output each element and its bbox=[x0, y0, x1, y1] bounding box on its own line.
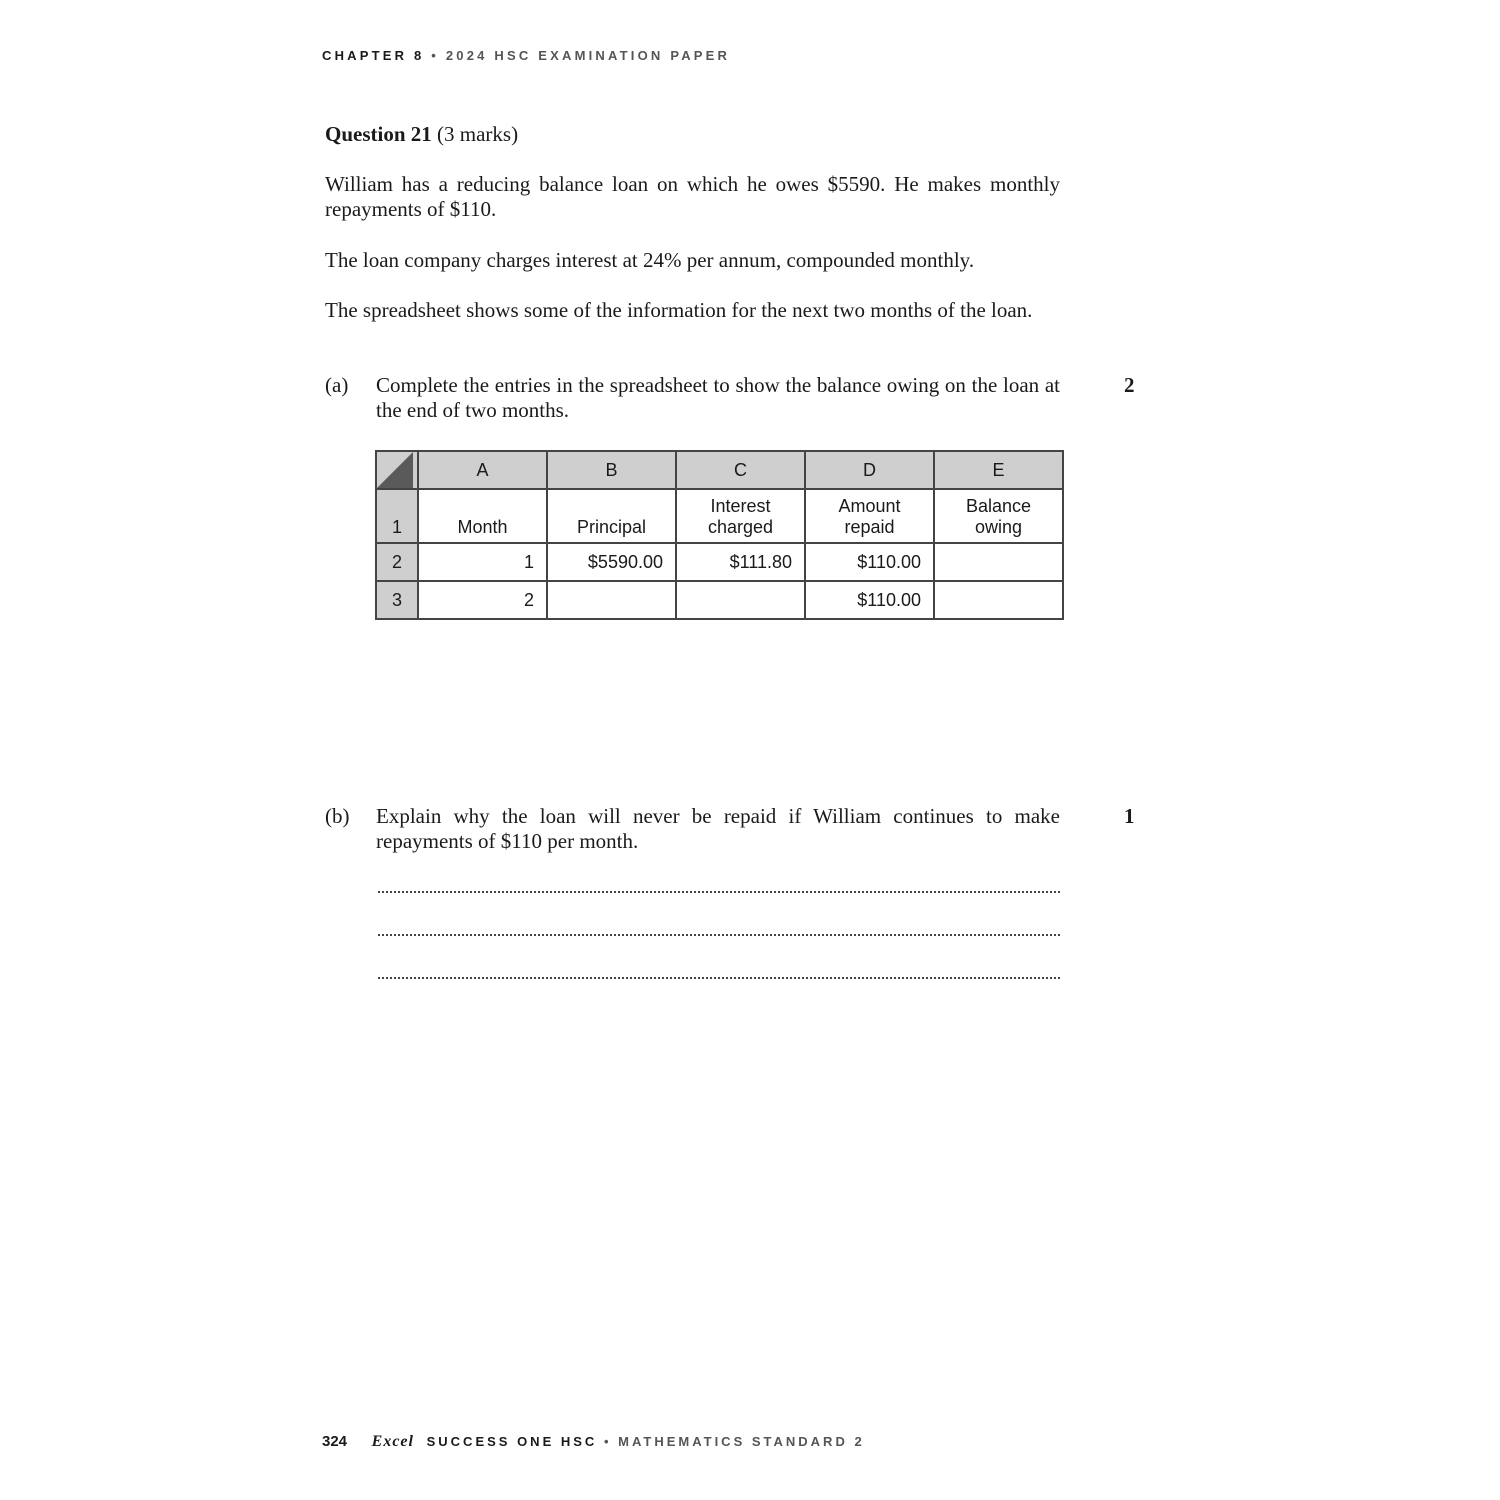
spreadsheet-intro: The spreadsheet shows some of the information for the next two months of the loan. bbox=[325, 298, 1033, 322]
cell-principal[interactable]: $5590.00 bbox=[547, 543, 676, 581]
header-cell-principal[interactable]: Principal bbox=[547, 489, 676, 543]
chapter-label: CHAPTER 8 bbox=[322, 48, 425, 63]
answer-line[interactable] bbox=[378, 934, 1060, 936]
cell-amount-repaid[interactable]: $110.00 bbox=[805, 581, 934, 619]
select-all-corner[interactable] bbox=[376, 451, 418, 489]
series-name: SUCCESS ONE HSC bbox=[426, 1434, 598, 1449]
cell-month[interactable]: 1 bbox=[418, 543, 547, 581]
footer-separator: • bbox=[603, 1434, 612, 1449]
header-cell-interest[interactable]: Interest charged bbox=[676, 489, 805, 543]
running-header bbox=[322, 48, 730, 63]
header-cell-balance[interactable]: Balance owing bbox=[934, 489, 1063, 543]
column-header-d[interactable]: D bbox=[805, 451, 934, 489]
page-number: 324 bbox=[322, 1433, 348, 1450]
column-header-row bbox=[376, 451, 1063, 489]
question-marks: (3 marks) bbox=[437, 122, 519, 146]
question-intro: William has a reducing balance loan on which he owes $5590. He makes monthly repayments of $110. bbox=[325, 172, 1060, 221]
subject-name: MATHEMATICS STANDARD 2 bbox=[618, 1434, 865, 1449]
cell-principal[interactable] bbox=[547, 581, 676, 619]
cell-balance[interactable] bbox=[934, 581, 1063, 619]
table-row bbox=[376, 489, 1063, 543]
brand-name: Excel bbox=[371, 1433, 414, 1450]
cell-balance[interactable] bbox=[934, 543, 1063, 581]
column-header-b[interactable]: B bbox=[547, 451, 676, 489]
header-separator: • bbox=[431, 48, 440, 63]
part-a-text: Complete the entries in the spreadsheet to show the balance owing on the loan at the end of two months. bbox=[376, 373, 1060, 422]
header-cell-amount-repaid[interactable]: Amount repaid bbox=[805, 489, 934, 543]
answer-line[interactable] bbox=[378, 891, 1060, 893]
cell-interest[interactable]: $111.80 bbox=[676, 543, 805, 581]
loan-spreadsheet bbox=[375, 450, 1064, 620]
row-number[interactable]: 3 bbox=[376, 581, 418, 619]
answer-line[interactable] bbox=[378, 977, 1060, 979]
cell-amount-repaid[interactable]: $110.00 bbox=[805, 543, 934, 581]
row-number[interactable]: 1 bbox=[376, 489, 418, 543]
part-a-marks: 2 bbox=[1124, 373, 1135, 397]
cell-month[interactable]: 2 bbox=[418, 581, 547, 619]
part-b-label: (b) bbox=[325, 804, 350, 828]
question-title bbox=[325, 122, 518, 147]
column-header-c[interactable]: C bbox=[676, 451, 805, 489]
question-number: Question 21 bbox=[325, 122, 432, 146]
part-b-marks: 1 bbox=[1124, 804, 1135, 828]
header-cell-month[interactable]: Month bbox=[418, 489, 547, 543]
column-header-a[interactable]: A bbox=[418, 451, 547, 489]
interest-statement: The loan company charges interest at 24% per annum, compounded monthly. bbox=[325, 248, 975, 272]
part-b-text: Explain why the loan will never be repaid if William continues to make repayments of $110 per month. bbox=[376, 804, 1060, 853]
row-number[interactable]: 2 bbox=[376, 543, 418, 581]
column-header-e[interactable]: E bbox=[934, 451, 1063, 489]
exam-label: 2024 HSC EXAMINATION PAPER bbox=[445, 48, 731, 63]
page-footer bbox=[322, 1433, 865, 1451]
table-row bbox=[376, 581, 1063, 619]
table-row bbox=[376, 543, 1063, 581]
cell-interest[interactable] bbox=[676, 581, 805, 619]
part-a-label: (a) bbox=[325, 373, 349, 397]
